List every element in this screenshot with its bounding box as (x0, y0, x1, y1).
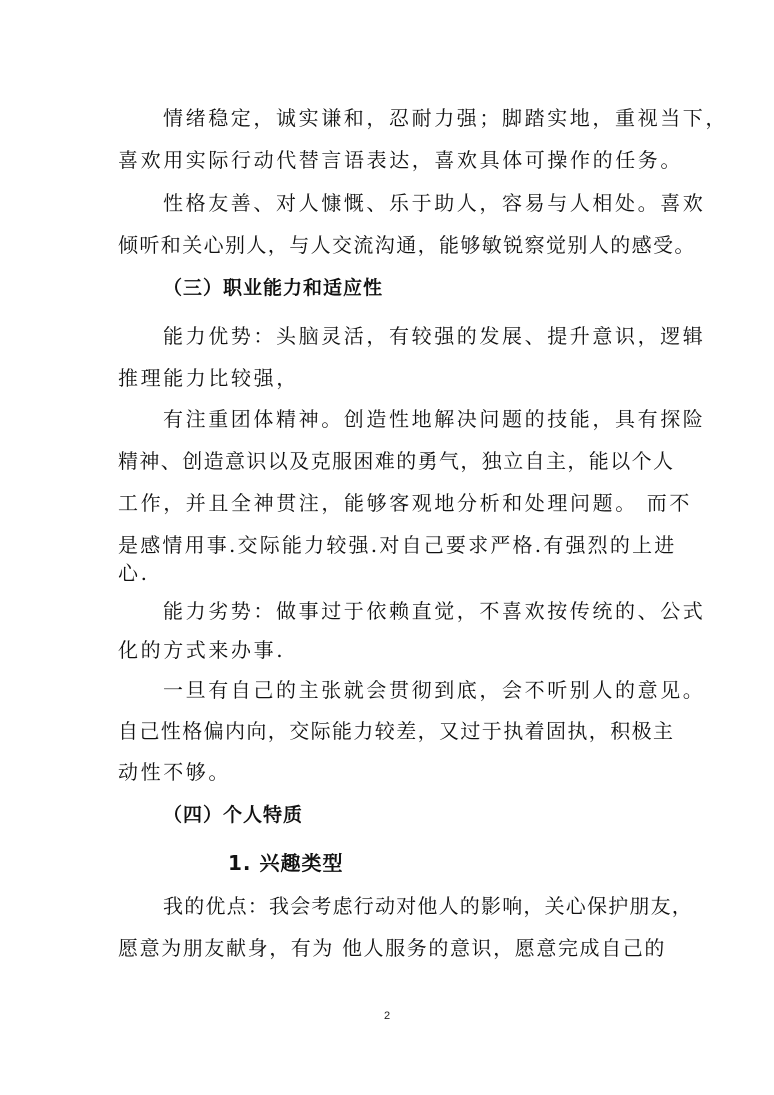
page-number: 2 (383, 1010, 391, 1022)
paragraph-line: 工作，并且全神贯注，能够客观地分析和处理问题。 而不 (118, 491, 692, 515)
paragraph-line: 化的方式来办事. (118, 638, 286, 662)
paragraph-line: 心. (118, 561, 150, 585)
paragraph-line: 能力优势：头脑灵活，有较强的发展、提升意识，逻辑 (163, 324, 706, 348)
paragraph-line: 性格友善、对人慷慨、乐于助人，容易与人相处。喜欢 (163, 191, 706, 215)
section-heading: （四）个人特质 (163, 804, 304, 826)
paragraph-line: 愿意为朋友献身，有为 他人服务的意识，愿意完成自己的 (118, 936, 666, 960)
paragraph-line: 有注重团体精神。创造性地解决问题的技能，具有探险 (163, 407, 706, 431)
subsection-heading: 1. 兴趣类型 (228, 851, 344, 875)
paragraph-line: 喜欢用实际行动代替言语表达，喜欢具体可操作的任务。 (118, 148, 683, 172)
paragraph-line: 能力劣势：做事过于依赖直觉，不喜欢按传统的、公式 (163, 599, 706, 623)
section-heading: （三）职业能力和适应性 (163, 277, 384, 299)
paragraph-line: 是感情用事.交际能力较强.对自己要求严格.有强烈的上进 (118, 533, 677, 557)
paragraph-line: 动性不够。 (118, 760, 231, 784)
paragraph-line: 一旦有自己的主张就会贯彻到底，会不听别人的意见。 (163, 678, 706, 702)
paragraph-line: 推理能力比较强， (118, 366, 299, 390)
paragraph-line: 我的优点：我会考虑行动对他人的影响，关心保护朋友， (163, 894, 693, 918)
paragraph-line: 精神、创造意识以及克服困难的勇气，独立自主，能以个人 (118, 449, 675, 473)
paragraph-line: 倾听和关心别人，与人交流沟通，能够敏锐察觉别人的感受。 (118, 233, 696, 257)
paragraph-line: 自己性格偏内向，交际能力较差，又过于执着固执，积极主 (118, 719, 675, 743)
paragraph-line: 情绪稳定，诚实谦和，忍耐力强；脚踏实地，重视当下， (163, 106, 728, 130)
